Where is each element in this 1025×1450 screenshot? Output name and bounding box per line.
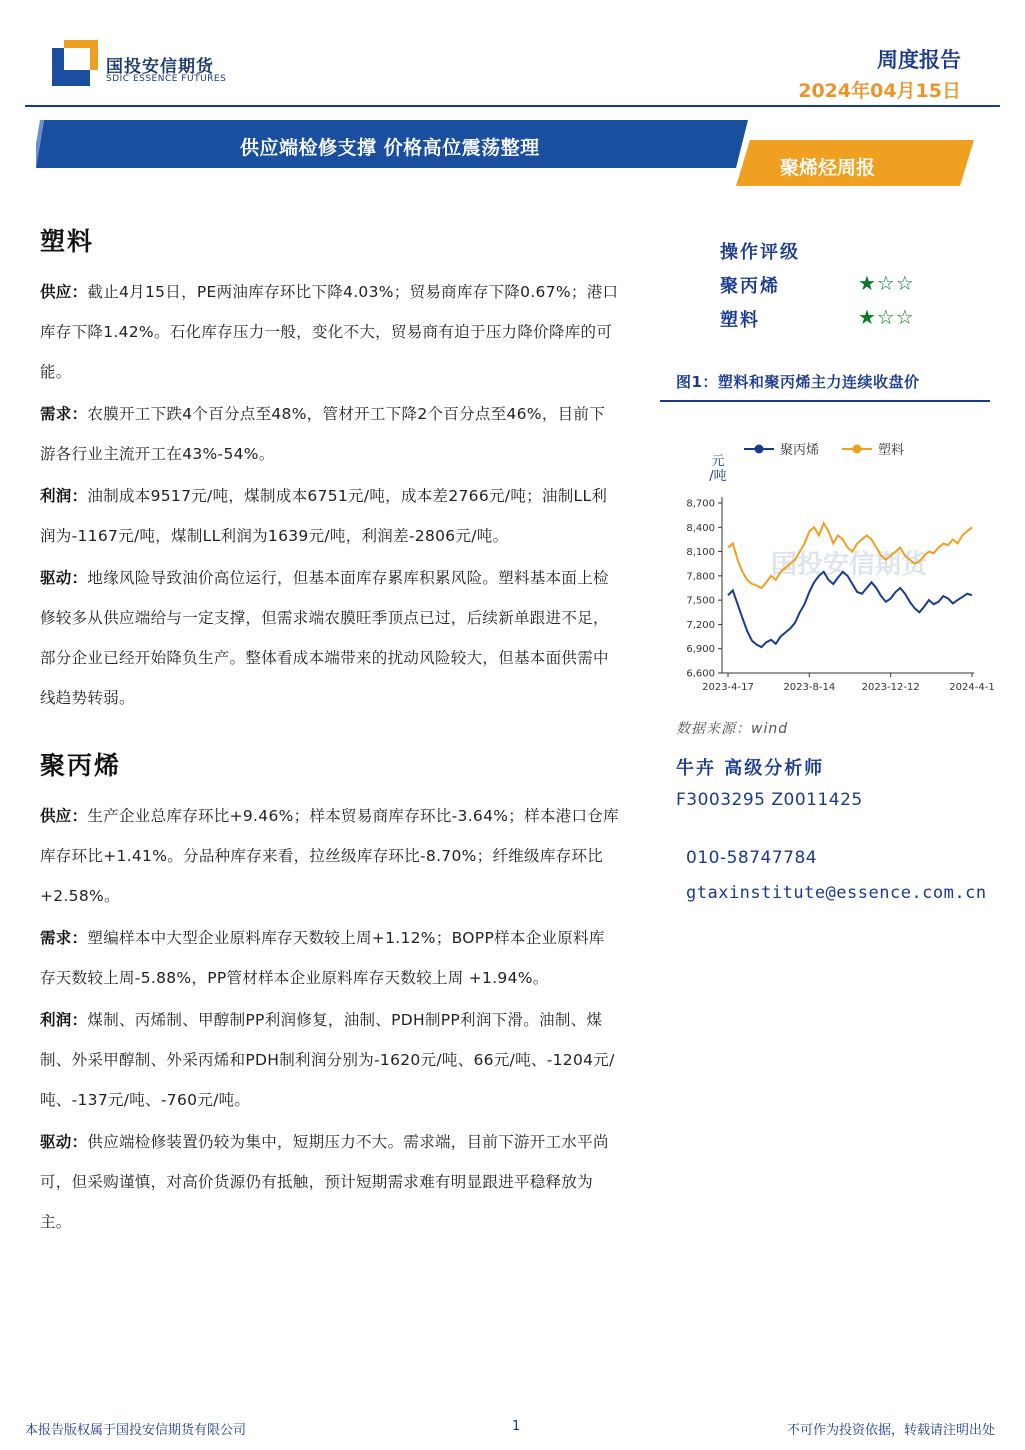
- y-tick-label: 7,200: [686, 619, 715, 631]
- report-type: 周度报告: [877, 48, 961, 72]
- data-source: 数据来源：wind: [676, 721, 789, 737]
- pp-driver: 驱动：供应端检修装置仍较为集中，短期压力不大。需求端，目前下游开工水平尚可，但采购谨慎，对高价货源仍有抵触，预计短期需求难有明显跟进平稳释放为主。: [40, 1133, 609, 1231]
- legend-swatch-marker: [755, 445, 764, 454]
- report-headline: 供应端检修支撑 价格高位震荡整理: [240, 137, 540, 159]
- chart-watermark: 国投安信期货: [770, 550, 928, 580]
- footer-disclaimer: 不可作为投资依据，转载请注明出处: [786, 1423, 995, 1438]
- price-line-chart: [664, 425, 1000, 700]
- section-title-pp: 聚丙烯: [40, 751, 122, 780]
- legend-label: 塑料: [878, 443, 905, 458]
- main-content: [40, 222, 620, 1242]
- logo-company-name-en: SDIC ESSENCE FUTURES: [106, 74, 227, 84]
- rating-name-pp: 聚丙烯: [720, 276, 780, 297]
- pp-supply: 供应：生产企业总库存环比+9.46%；样本贸易商库存环比-3.64%；样本港口仓库库存环比+1.41%。分品种库存来看，拉丝级库存环比-8.70%；纤维级库存环比+2.58%。: [40, 807, 619, 905]
- x-tick-label: 2024-4-1: [949, 682, 995, 693]
- header-divider: [25, 105, 1000, 107]
- x-tick-label: 2023-4-17: [702, 682, 754, 693]
- plastic-driver: 驱动：地缘风险导致油价高位运行，但基本面库存累库积累风险。塑料基本面上检修较多从供应端给与一定支撑，但需求端农膜旺季顶点已过，后续新单跟进不足，部分企业已经开始降负生产。整体看成本端带来的扰动风险较大，但基本面供需中线趋势转弱。: [40, 569, 609, 707]
- company-logo: [52, 40, 98, 86]
- rating-stars-pp: ★☆☆: [858, 271, 915, 295]
- x-tick-label: 2023-8-14: [783, 682, 836, 693]
- plastic-demand: 需求：农膜开工下跌4个百分点至48%，管材开工下降2个百分点至46%，目前下游各行业主流开工在43%-54%。: [40, 405, 606, 463]
- y-tick-label: 7,500: [686, 595, 715, 607]
- y-tick-label: 6,600: [686, 668, 715, 680]
- analyst-name: 牛卉 高级分析师: [676, 758, 825, 779]
- y-tick-label: 8,400: [686, 522, 715, 534]
- analyst-certificate: F3003295 Z0011425: [676, 790, 863, 810]
- rating-title: 操作评级: [720, 242, 800, 263]
- y-tick-label: 6,900: [686, 644, 715, 656]
- y-axis-label-line2: /吨: [709, 469, 727, 484]
- legend-swatch-marker: [853, 445, 862, 454]
- y-tick-label: 8,100: [686, 547, 715, 559]
- pp-demand: 需求：塑编样本中大型企业原料库存天数较上周+1.12%；BOPP样本企业原料库存天数较上周-5.88%，PP管材样本企业原料库存天数较上周 +1.94%。: [40, 929, 605, 987]
- report-date: 2024年04月15日: [798, 80, 961, 102]
- figure-title: 图1：塑料和聚丙烯主力连续收盘价: [676, 373, 920, 391]
- plastic-profit: 利润：油制成本9517元/吨，煤制成本6751元/吨，成本差2766元/吨；油制LL利润为-1167元/吨，煤制LL利润为1639元/吨，利润差-2806元/吨。: [40, 487, 608, 545]
- rating-stars-plastic: ★☆☆: [858, 305, 915, 329]
- report-category-tag: 聚烯烃周报: [780, 157, 876, 179]
- legend-label: 聚丙烯: [780, 443, 820, 458]
- analyst-phone: 010-58747784: [686, 848, 818, 868]
- y-tick-label: 8,700: [686, 498, 715, 510]
- analyst-email: gtaxinstitute@essence.com.cn: [686, 883, 987, 903]
- plastic-supply: 供应：截止4月15日，PE两油库存环比下降4.03%；贸易商库存下降0.67%；港口库存下降1.42%。石化库存压力一般，变化不大，贸易商有迫于压力降价降库的可能。: [40, 283, 619, 381]
- pp-profit: 利润：煤制、丙烯制、甲醇制PP利润修复，油制、PDH制PP利润下滑。油制、煤制、外采甲醇制、外采丙烯和PDH制利润分别为-1620元/吨、66元/吨、-1204元/吨、-137元/吨、-760元/吨。: [40, 1011, 615, 1109]
- logo-company-name: 国投安信期货: [106, 57, 214, 77]
- x-tick-label: 2023-12-12: [861, 682, 920, 693]
- y-axis-label-line1: 元: [711, 454, 725, 469]
- footer-page-number: 1: [512, 1419, 521, 1434]
- section-title-plastic: 塑料: [40, 227, 95, 256]
- footer-copyright: 本报告版权属于国投安信期货有限公司: [25, 1423, 247, 1438]
- rating-name-plastic: 塑料: [720, 310, 760, 331]
- y-tick-label: 7,800: [686, 571, 715, 583]
- figure-divider: [660, 400, 990, 402]
